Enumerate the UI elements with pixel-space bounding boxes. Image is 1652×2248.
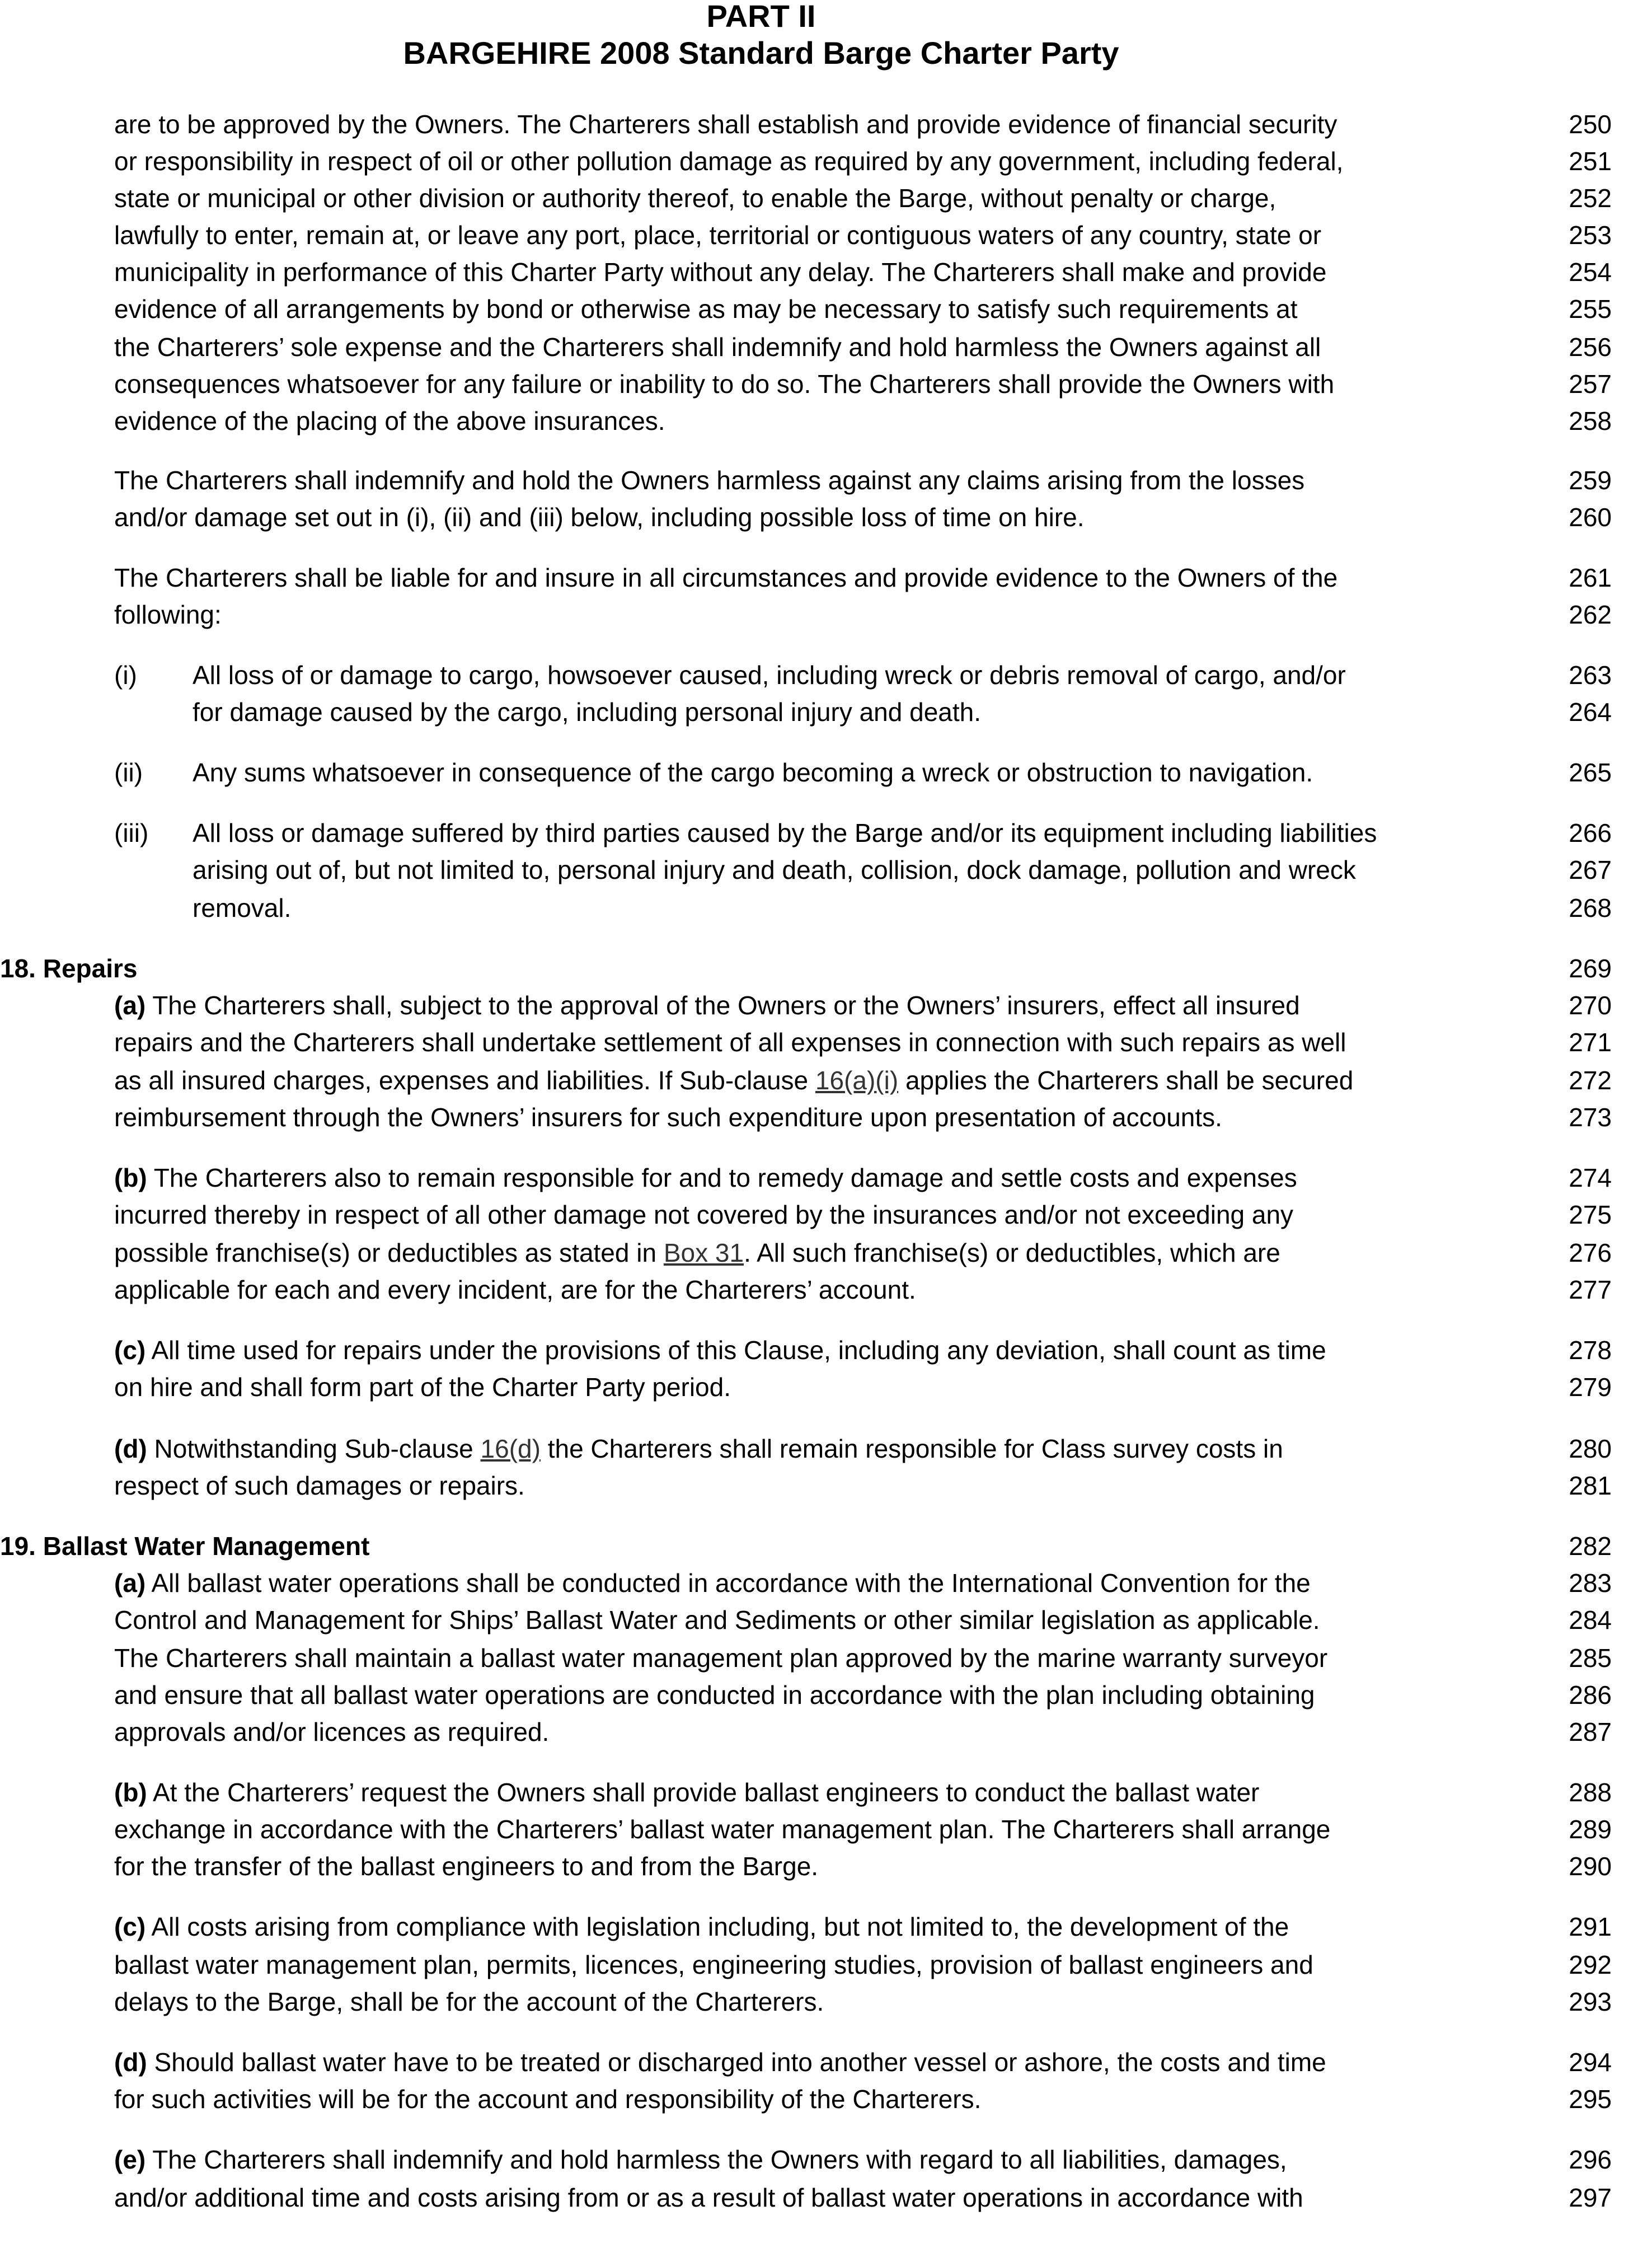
line-number: 280 — [1569, 1434, 1612, 1463]
line-number: 267 — [1569, 855, 1612, 884]
line-number: 297 — [1569, 2183, 1612, 2212]
line-number: 282 — [1569, 1532, 1612, 1561]
line-text: removal. — [193, 893, 292, 922]
line-text: evidence of all arrangements by bond or otherwise as may be necessary to satisfy such requirements at — [114, 294, 1298, 324]
line-text: The Charterers shall indemnify and hold harmless the Owners with regard to all liabilities, damages, — [152, 2145, 1287, 2174]
clause-heading: 18. Repairs — [0, 954, 138, 983]
part-heading: PART II — [706, 0, 816, 34]
line-text: repairs and the Charterers shall undertake settlement of all expenses in connection with such repairs as well — [114, 1028, 1346, 1057]
line-number: 270 — [1569, 991, 1612, 1020]
subclause-label: (b) — [114, 1778, 147, 1807]
line-number: 276 — [1569, 1238, 1612, 1267]
subclause-label: (b) — [114, 1163, 147, 1192]
cross-reference-link[interactable]: 16(a)(i) — [815, 1066, 899, 1095]
line-text-continued: applies the Charterers shall be secured — [905, 1066, 1354, 1095]
line-number: 264 — [1569, 697, 1612, 727]
line-text: and ensure that all ballast water operations are conducted in accordance with the plan including obtaining — [114, 1680, 1315, 1710]
line-number: 278 — [1569, 1336, 1612, 1365]
line-number: 288 — [1569, 1778, 1612, 1807]
text-line — [193, 659, 1346, 691]
line-text: The Charterers shall indemnify and hold the Owners harmless against any claims arising from the losses — [114, 466, 1305, 495]
text-line — [114, 1851, 818, 1882]
line-number: 254 — [1569, 257, 1612, 287]
text-line — [114, 2083, 981, 2115]
subclause-label: (c) — [114, 1336, 146, 1365]
text-line — [193, 696, 981, 728]
line-number: 275 — [1569, 1200, 1612, 1229]
line-number: 296 — [1569, 2145, 1612, 2174]
line-number: 290 — [1569, 1852, 1612, 1881]
line-number: 271 — [1569, 1028, 1612, 1057]
line-text: exchange in accordance with the Charterers’ ballast water management plan. The Charterers shall arrange — [114, 1815, 1331, 1844]
line-number: 274 — [1569, 1163, 1612, 1192]
line-text: for such activities will be for the account and responsibility of the Charterers. — [114, 2085, 982, 2114]
line-text: the Charterers’ sole expense and the Charterers shall indemnify and hold harmless the Owners against all — [114, 332, 1321, 362]
line-text: ballast water management plan, permits, licences, engineering studies, provision of ballast engineers and — [114, 1950, 1313, 1979]
line-number: 263 — [1569, 661, 1612, 690]
text-line — [114, 1433, 1283, 1464]
subclause-label: (c) — [114, 1912, 146, 1941]
text-line — [114, 1470, 525, 1501]
subclause-label: (a) — [114, 991, 146, 1020]
line-number: 284 — [1569, 1605, 1612, 1635]
text-line — [114, 1911, 1289, 1942]
subclause-label: (a) — [114, 1568, 146, 1598]
line-number: 251 — [1569, 147, 1612, 176]
line-text: applicable for each and every incident, are for the Charterers’ account. — [114, 1275, 916, 1304]
line-number: 261 — [1569, 563, 1612, 592]
text-line — [114, 1567, 1311, 1599]
line-text: reimbursement through the Owners’ insurers for such expenditure upon presentation of accounts. — [114, 1103, 1222, 1132]
line-text: delays to the Barge, shall be for the account of the Charterers. — [114, 1987, 824, 2016]
text-line — [114, 562, 1337, 593]
line-number: 260 — [1569, 503, 1612, 532]
line-text: for the transfer of the ballast engineers to and from the Barge. — [114, 1852, 819, 1881]
text-line — [114, 599, 222, 630]
line-text: All loss of or damage to cargo, howsoever caused, including wreck or debris removal of cargo, and/or — [193, 661, 1346, 690]
text-line — [114, 1237, 1280, 1268]
line-number: 289 — [1569, 1815, 1612, 1844]
text-line — [114, 293, 1298, 325]
text-line — [114, 256, 1326, 288]
text-line — [114, 1162, 1297, 1193]
subclause-label: (e) — [114, 2145, 146, 2174]
line-number: 293 — [1569, 1987, 1612, 2016]
line-text: for damage caused by the cargo, including personal injury and death. — [193, 697, 982, 727]
line-text: on hire and shall form part of the Charter Party period. — [114, 1373, 731, 1402]
line-text: At the Charterers’ request the Owners shall provide ballast engineers to conduct the ballast water — [153, 1778, 1260, 1807]
line-text: consequences whatsoever for any failure or inability to do so. The Charterers shall provide the Owners with — [114, 369, 1335, 399]
line-text: All time used for repairs under the provisions of this Clause, including any deviation, shall count as time — [151, 1336, 1326, 1365]
line-number: 266 — [1569, 818, 1612, 847]
text-line — [114, 1986, 824, 2017]
line-text: are to be approved by the Owners. The Charterers shall establish and provide evidence of financial security — [114, 110, 1337, 139]
text-line — [114, 1199, 1293, 1230]
line-text: All ballast water operations shall be conducted in accordance with the International Convention for the — [151, 1568, 1311, 1598]
text-line — [114, 1334, 1326, 1366]
text-line — [114, 182, 1276, 214]
line-number: 256 — [1569, 332, 1612, 362]
line-number: 295 — [1569, 2085, 1612, 2114]
text-line — [114, 2144, 1287, 2175]
line-text: Notwithstanding Sub-clause — [154, 1434, 473, 1463]
line-text: All costs arising from compliance with legislation including, but not limited to, the development of the — [151, 1912, 1289, 1941]
line-text: following: — [114, 600, 222, 629]
text-line — [114, 1679, 1315, 1711]
text-line — [114, 1102, 1222, 1133]
line-number: 262 — [1569, 600, 1612, 629]
text-line — [114, 1371, 731, 1403]
line-number: 294 — [1569, 2048, 1612, 2077]
line-number: 283 — [1569, 1568, 1612, 1598]
text-line — [114, 990, 1300, 1021]
line-text: The Charterers also to remain responsible for and to remedy damage and settle costs and expenses — [153, 1163, 1297, 1192]
text-line — [114, 1027, 1346, 1058]
list-marker: (iii) — [114, 818, 149, 847]
text-line — [193, 854, 1356, 886]
cross-reference-link[interactable]: Box 31 — [663, 1238, 744, 1267]
text-line — [114, 146, 1343, 177]
line-number: 286 — [1569, 1680, 1612, 1710]
line-number: 252 — [1569, 184, 1612, 213]
line-text: or responsibility in respect of oil or other pollution damage as required by any government, including federal, — [114, 147, 1344, 176]
line-number: 259 — [1569, 466, 1612, 495]
line-number: 272 — [1569, 1066, 1612, 1095]
text-line — [114, 1274, 916, 1305]
text-line — [193, 817, 1377, 849]
text-line — [114, 2046, 1326, 2078]
line-text: The Charterers shall maintain a ballast water management plan approved by the marine warranty surveyor — [114, 1643, 1328, 1673]
line-text: lawfully to enter, remain at, or leave any port, place, territorial or contiguous waters of any country, state or — [114, 221, 1322, 250]
line-number: 250 — [1569, 110, 1612, 139]
text-line — [114, 465, 1304, 496]
text-line — [114, 405, 665, 437]
line-text: respect of such damages or repairs. — [114, 1471, 525, 1500]
cross-reference-link[interactable]: 16(d) — [480, 1434, 541, 1463]
line-text: arising out of, but not limited to, personal injury and death, collision, dock damage, pollution and wreck — [193, 855, 1356, 884]
text-line — [114, 1065, 1353, 1096]
line-text: Control and Management for Ships’ Ballast Water and Sediments or other similar legislation as applicable. — [114, 1605, 1320, 1635]
list-marker: (i) — [114, 661, 137, 690]
text-line — [114, 109, 1337, 140]
line-number: 258 — [1569, 406, 1612, 435]
line-text: Any sums whatsoever in consequence of the cargo becoming a wreck or obstruction to navigation. — [193, 758, 1313, 787]
line-text-continued: . All such franchise(s) or deductibles, which are — [744, 1238, 1280, 1267]
line-number: 279 — [1569, 1373, 1612, 1402]
line-text: The Charterers shall, subject to the approval of the Owners or the Owners’ insurers, effect all insured — [152, 991, 1300, 1020]
text-line — [114, 1777, 1259, 1808]
line-text: and/or additional time and costs arising from or as a result of ballast water operations in accordance with — [114, 2183, 1303, 2212]
line-text: evidence of the placing of the above insurances. — [114, 406, 665, 435]
line-number: 285 — [1569, 1643, 1612, 1673]
clause-heading: 19. Ballast Water Management — [0, 1532, 370, 1561]
line-number: 265 — [1569, 758, 1612, 787]
text-line — [114, 1642, 1327, 1674]
document-title: BARGEHIRE 2008 Standard Barge Charter Party — [403, 35, 1119, 71]
line-text: and/or damage set out in (i), (ii) and (iii) below, including possible loss of time on hire. — [114, 503, 1085, 532]
line-number: 268 — [1569, 893, 1612, 922]
list-marker: (ii) — [114, 758, 143, 787]
subclause-label: (d) — [114, 1434, 147, 1463]
text-line — [114, 1949, 1313, 1980]
line-number: 291 — [1569, 1912, 1612, 1941]
line-text: state or municipal or other division or authority thereof, to enable the Barge, without penalty or charge, — [114, 184, 1276, 213]
line-number: 281 — [1569, 1471, 1612, 1500]
line-text: incurred thereby in respect of all other damage not covered by the insurances and/or not exceeding any — [114, 1200, 1294, 1229]
line-number: 257 — [1569, 369, 1612, 399]
line-number: 253 — [1569, 221, 1612, 250]
line-text: Should ballast water have to be treated or discharged into another vessel or ashore, the costs and time — [154, 2048, 1326, 2077]
text-line — [114, 368, 1334, 400]
line-number: 255 — [1569, 294, 1612, 324]
line-text-continued: the Charterers shall remain responsible for Class survey costs in — [547, 1434, 1283, 1463]
text-line — [114, 2182, 1303, 2213]
text-line — [114, 1604, 1320, 1636]
line-number: 269 — [1569, 954, 1612, 983]
text-line — [114, 1814, 1330, 1845]
line-number: 273 — [1569, 1103, 1612, 1132]
subclause-label: (d) — [114, 2048, 147, 2077]
line-text: possible franchise(s) or deductibles as stated in — [114, 1238, 657, 1267]
line-text: as all insured charges, expenses and liabilities. If Sub-clause — [114, 1066, 809, 1095]
line-text: The Charterers shall be liable for and insure in all circumstances and provide evidence to the Owners of the — [114, 563, 1338, 592]
text-line — [193, 892, 291, 924]
text-line — [114, 1716, 549, 1748]
text-line — [114, 502, 1085, 533]
line-number: 287 — [1569, 1717, 1612, 1746]
line-text: municipality in performance of this Charter Party without any delay. The Charterers shall make and provide — [114, 257, 1327, 287]
line-text: approvals and/or licences as required. — [114, 1717, 550, 1746]
text-line — [114, 331, 1321, 363]
line-number: 277 — [1569, 1275, 1612, 1304]
line-number: 292 — [1569, 1950, 1612, 1979]
line-text: All loss or damage suffered by third parties caused by the Barge and/or its equipment including liabilities — [193, 818, 1377, 847]
text-line — [193, 757, 1313, 788]
text-line — [114, 219, 1321, 251]
